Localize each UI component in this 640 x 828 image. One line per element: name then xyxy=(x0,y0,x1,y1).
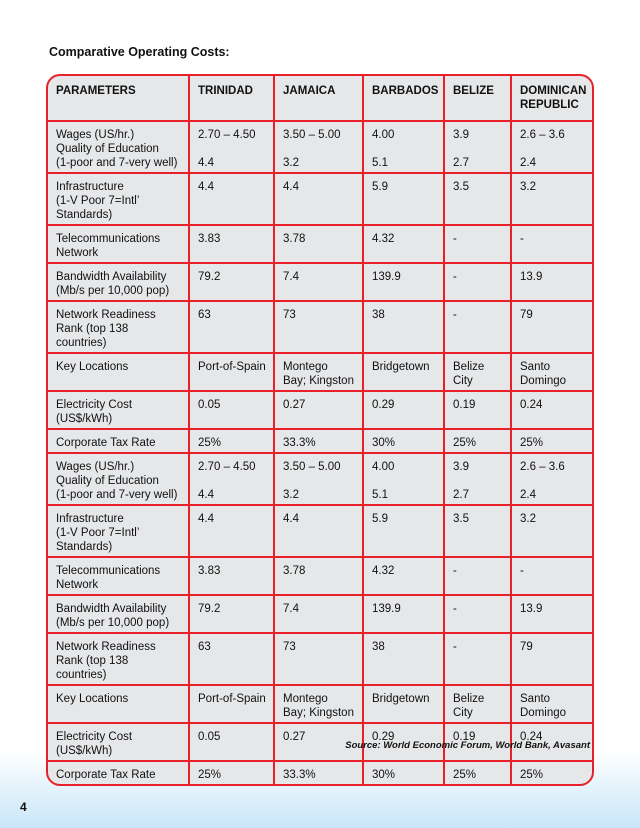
value-cell: 2.70 – 4.50 4.4 xyxy=(189,453,274,505)
value-cell: 25% xyxy=(189,761,274,784)
value-cell: 3.2 xyxy=(511,505,592,557)
value-cell: Bridgetown xyxy=(363,685,444,723)
parameter-cell: Corporate Tax Rate xyxy=(48,429,189,453)
parameter-cell: Bandwidth Availability (Mb/s per 10,000 pop) xyxy=(48,263,189,301)
value-cell: 0.27 xyxy=(274,723,363,761)
value-cell: 4.4 xyxy=(274,173,363,225)
value-cell: - xyxy=(444,225,511,263)
parameter-cell: Key Locations xyxy=(48,685,189,723)
value-cell: Belize City xyxy=(444,353,511,391)
value-cell: 79 xyxy=(511,301,592,353)
value-cell: Bridgetown xyxy=(363,353,444,391)
table-row xyxy=(48,225,592,263)
column-header: TRINIDAD xyxy=(189,76,274,121)
parameter-cell: Wages (US/hr.) Quality of Education (1-poor and 7-very well) xyxy=(48,121,189,173)
value-cell: 3.50 – 5.00 3.2 xyxy=(274,453,363,505)
value-cell: 3.78 xyxy=(274,557,363,595)
page-title: Comparative Operating Costs: xyxy=(49,45,230,59)
value-cell: - xyxy=(511,557,592,595)
value-cell: 3.83 xyxy=(189,225,274,263)
table-row xyxy=(48,761,592,784)
parameter-cell: Infrastructure (1-V Poor 7=Intl’ Standards) xyxy=(48,505,189,557)
parameter-cell: Electricity Cost (US$/kWh) xyxy=(48,723,189,761)
value-cell: 2.6 – 3.6 2.4 xyxy=(511,453,592,505)
value-cell: 3.78 xyxy=(274,225,363,263)
value-cell: 2.70 – 4.50 4.4 xyxy=(189,121,274,173)
value-cell: 4.00 5.1 xyxy=(363,453,444,505)
value-cell: 25% xyxy=(444,761,511,784)
value-cell: Montego Bay; Kingston xyxy=(274,353,363,391)
parameter-cell: Network Readiness Rank (top 138 countries) xyxy=(48,301,189,353)
source-note: Source: World Economic Forum, World Bank, Avasant xyxy=(345,740,590,751)
table-row xyxy=(48,353,592,391)
value-cell: Port-of-Spain xyxy=(189,685,274,723)
value-cell: 25% xyxy=(511,429,592,453)
value-cell: 7.4 xyxy=(274,595,363,633)
table-row xyxy=(48,301,592,353)
value-cell: 2.6 – 3.6 2.4 xyxy=(511,121,592,173)
value-cell: 4.4 xyxy=(274,505,363,557)
value-cell: 0.05 xyxy=(189,391,274,429)
value-cell: 13.9 xyxy=(511,263,592,301)
value-cell: 0.27 xyxy=(274,391,363,429)
table-row xyxy=(48,391,592,429)
value-cell: 139.9 xyxy=(363,263,444,301)
value-cell: 25% xyxy=(189,429,274,453)
value-cell: 4.32 xyxy=(363,557,444,595)
value-cell: 79.2 xyxy=(189,263,274,301)
parameter-cell: Telecommunications Network xyxy=(48,557,189,595)
value-cell: 3.9 2.7 xyxy=(444,453,511,505)
value-cell: 63 xyxy=(189,301,274,353)
value-cell: 0.29 xyxy=(363,723,444,761)
value-cell: 38 xyxy=(363,633,444,685)
parameter-cell: Key Locations xyxy=(48,353,189,391)
value-cell: 0.24 xyxy=(511,391,592,429)
value-cell: 0.24 xyxy=(511,723,592,761)
parameter-cell: Telecommunications Network xyxy=(48,225,189,263)
table-row xyxy=(48,557,592,595)
value-cell: Port-of-Spain xyxy=(189,353,274,391)
value-cell: 79.2 xyxy=(189,595,274,633)
value-cell: 5.9 xyxy=(363,173,444,225)
value-cell: 33.3% xyxy=(274,761,363,784)
table-row xyxy=(48,429,592,453)
table-header-row xyxy=(48,76,592,121)
value-cell: - xyxy=(444,301,511,353)
value-cell: Santo Domingo xyxy=(511,685,592,723)
value-cell: 73 xyxy=(274,301,363,353)
value-cell: Belize City xyxy=(444,685,511,723)
table-row xyxy=(48,685,592,723)
value-cell: 3.5 xyxy=(444,505,511,557)
value-cell: 3.9 2.7 xyxy=(444,121,511,173)
page-number: 4 xyxy=(20,800,27,814)
value-cell: - xyxy=(511,225,592,263)
value-cell: - xyxy=(444,633,511,685)
value-cell: 0.19 xyxy=(444,391,511,429)
parameter-cell: Bandwidth Availability (Mb/s per 10,000 pop) xyxy=(48,595,189,633)
value-cell: 3.83 xyxy=(189,557,274,595)
value-cell: 4.32 xyxy=(363,225,444,263)
value-cell: 0.19 xyxy=(444,723,511,761)
value-cell: 79 xyxy=(511,633,592,685)
comparison-table xyxy=(46,74,594,786)
value-cell: Montego Bay; Kingston xyxy=(274,685,363,723)
table-row xyxy=(48,173,592,225)
value-cell: 63 xyxy=(189,633,274,685)
column-header: JAMAICA xyxy=(274,76,363,121)
parameter-cell: Network Readiness Rank (top 138 countries) xyxy=(48,633,189,685)
parameter-cell: Corporate Tax Rate xyxy=(48,761,189,784)
column-header: PARAMETERS xyxy=(48,76,189,121)
value-cell: 3.50 – 5.00 3.2 xyxy=(274,121,363,173)
value-cell: - xyxy=(444,595,511,633)
parameter-cell: Electricity Cost (US$/kWh) xyxy=(48,391,189,429)
value-cell: 73 xyxy=(274,633,363,685)
table-row xyxy=(48,453,592,505)
value-cell: 4.4 xyxy=(189,173,274,225)
value-cell: 139.9 xyxy=(363,595,444,633)
value-cell: 13.9 xyxy=(511,595,592,633)
value-cell: 0.29 xyxy=(363,391,444,429)
value-cell: - xyxy=(444,263,511,301)
value-cell: 30% xyxy=(363,761,444,784)
value-cell: 30% xyxy=(363,429,444,453)
value-cell: 4.00 5.1 xyxy=(363,121,444,173)
value-cell: Santo Domingo xyxy=(511,353,592,391)
column-header: BARBADOS xyxy=(363,76,444,121)
value-cell: 4.4 xyxy=(189,505,274,557)
table-row xyxy=(48,505,592,557)
table-row xyxy=(48,263,592,301)
value-cell: 5.9 xyxy=(363,505,444,557)
value-cell: 33.3% xyxy=(274,429,363,453)
value-cell: 25% xyxy=(444,429,511,453)
value-cell: 0.05 xyxy=(189,723,274,761)
value-cell: 38 xyxy=(363,301,444,353)
value-cell: 7.4 xyxy=(274,263,363,301)
value-cell: 3.5 xyxy=(444,173,511,225)
value-cell: 3.2 xyxy=(511,173,592,225)
table-row xyxy=(48,121,592,173)
table-row xyxy=(48,633,592,685)
table-row xyxy=(48,595,592,633)
value-cell: 25% xyxy=(511,761,592,784)
column-header: BELIZE xyxy=(444,76,511,121)
column-header: DOMINICAN REPUBLIC xyxy=(511,76,592,121)
parameter-cell: Infrastructure (1-V Poor 7=Intl’ Standards) xyxy=(48,173,189,225)
parameter-cell: Wages (US/hr.) Quality of Education (1-poor and 7-very well) xyxy=(48,453,189,505)
value-cell: - xyxy=(444,557,511,595)
